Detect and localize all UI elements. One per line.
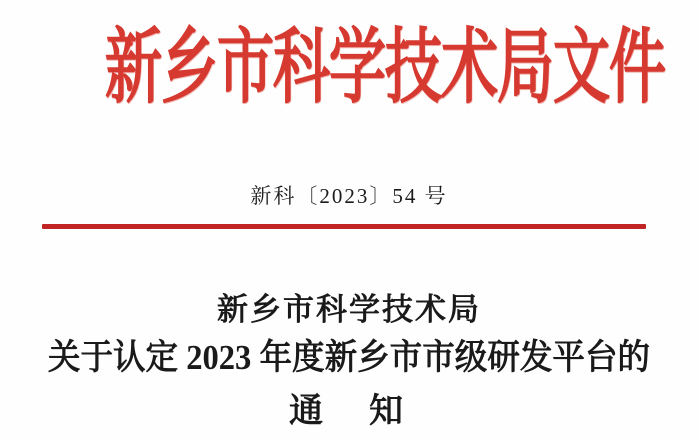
red-header-title: 新乡市科学技术局文件: [104, 22, 665, 113]
notice-title-issuer: 新乡市科学技术局: [217, 292, 481, 327]
notice-title-notice-word: 通 知: [289, 393, 409, 430]
document-number: 新科〔2023〕54 号: [250, 184, 448, 208]
notice-title-subject: 关于认定 2023 年度新乡市市级研发平台的: [47, 338, 651, 377]
red-divider-rule: [42, 224, 646, 229]
